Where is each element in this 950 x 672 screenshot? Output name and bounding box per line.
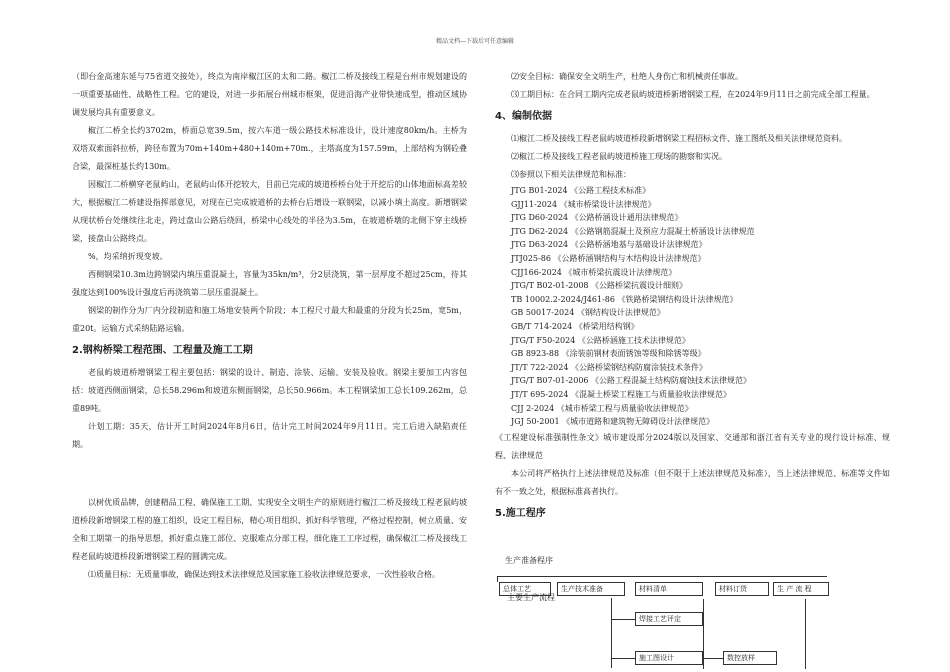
- standard-item: GB 8923-88 《涂装前钢材表面锈蚀等级和除锈等级》: [511, 349, 706, 359]
- flow-box: 总体工艺: [499, 582, 551, 596]
- flow-line: [497, 576, 498, 582]
- paragraph: ⑵安全目标：确保安全文明生产，杜绝人身伤亡和机械责任事故。: [511, 72, 743, 81]
- standard-item: JTG D60-2024 《公路桥涵设计通用法律规范》: [511, 213, 683, 223]
- paragraph: 西侧钢梁10.3m边跨钢梁内填压重混凝土，容量为35kn/m³，分2层浇筑，第一层厚度不超过25cm，待其强度达到100%设计强度后再浇筑第二层压重混凝土。: [72, 270, 467, 297]
- left-column: [72, 68, 467, 584]
- standard-item: JTG D62-2024 《公路钢筋混凝土及预应力混凝土桥涵设计法律规范: [511, 226, 755, 236]
- standard-item: JTJ025-86 《公路桥涵钢结构与木结构设计法律规范》: [511, 253, 706, 263]
- production-flowchart: [497, 555, 857, 672]
- standard-item: JT/T 722-2024 《公路桥梁钢结构防腐涂装技术条件》: [511, 362, 707, 372]
- paragraph: %，均采纳折现变坡。: [88, 252, 168, 261]
- standard-item: JT/T 695-2024 《混凝土桥梁工程施工与质量验收法律规范》: [511, 389, 731, 399]
- flow-box: 焊接工艺评定: [635, 612, 703, 626]
- flow-line: [611, 619, 635, 620]
- standard-item: JTG/T B07-01-2006 《公路工程混凝土结构防腐蚀技术法律规范》: [511, 376, 752, 386]
- standard-item: JTG D63-2024 《公路桥涵地基与基础设计法律规范》: [511, 240, 707, 250]
- paragraph: ⑴质量目标：无质量事故，确保达到技术法律规范及国家施工验收法律规范要求，一次性验收合格。: [88, 570, 440, 579]
- flow-title: 生产准备程序: [505, 556, 553, 565]
- flow-box: 材料清单: [635, 582, 703, 596]
- page-header: 精品文档---下载后可任意编辑: [435, 38, 515, 45]
- standard-item: CJJ166-2024 《城市桥梁抗震设计法律规范》: [511, 267, 677, 277]
- standard-item: TB 10002.2-2024/J461-86 《铁路桥梁钢结构设计法律规范》: [511, 294, 738, 304]
- paragraph: ⑶参照以下相关法律规范和标准：: [511, 170, 631, 179]
- flow-line: [497, 576, 827, 577]
- paragraph: ⑴椒江二桥及接线工程老鼠屿坡道桥段新增钢梁工程招标文件、施工图纸及相关法律规范资料。: [511, 134, 847, 143]
- paragraph: （即台金高速东延与75省道交接处），终点为南岸椒江区的太和二路。椒江二桥及接线工程是台州市规划建设的一项重要基础性、战略性工程。它的建设，对进一步拓展台州城市框架，促进沿海产业带快速成型，推动区域协调发展均具有重要意义。: [72, 72, 467, 117]
- flow-box: 生 产 流 程: [773, 582, 829, 596]
- flow-line: [805, 599, 806, 669]
- flow-sub-label: 主要生产流程: [507, 593, 555, 602]
- flow-line: [703, 658, 723, 659]
- standard-item: JGJ 50-2001 《城市道路和建筑物无障碍设计法律规范》: [511, 417, 715, 427]
- paragraph: 本公司将严格执行上述法律规范及标准（但不限于上述法律规范及标准），当上述法律规范、标准等文件如有不一致之处，根据标准高者执行。: [495, 468, 890, 496]
- right-column: [495, 68, 890, 527]
- section-heading: 5.施工程序: [495, 507, 546, 519]
- flow-box: 材料订货: [715, 582, 769, 596]
- section-heading: 2.钢构桥梁工程范围、工程量及施工工期: [72, 345, 253, 356]
- standard-item: CJJ 2-2024 《城市桥梁工程与质量验收法律规范》: [511, 403, 693, 413]
- standard-item: JTG B01-2024 《公路工程技术标准》: [511, 186, 651, 195]
- standard-item: JTG/T B02-01-2008 《公路桥梁抗震设计细则》: [511, 281, 688, 291]
- flow-line: [611, 658, 635, 659]
- paragraph: 计划工期：35天，估计开工时间2024年8月6日，估计完工时间2024年9月11日。完工后进入缺陷责任期。: [72, 422, 467, 449]
- paragraph: ⑶工期目标：在合同工期内完成老鼠屿坡道桥新增钢梁工程，在2024年9月11日之前完成全部工程量。: [511, 90, 875, 99]
- paragraph: 椒江二桥全长约3702m，桥面总宽39.5m，按六车道一级公路技术标准设计，设计速度80km/h。主桥为双塔双索面斜拉桥，跨径布置为70m+140m+480+140m+70m.，主塔高度为157.59m，上部结构为钢砼叠合梁，最深桩基长约130m。: [72, 126, 467, 171]
- paragraph: 老鼠屿坡道桥增钢梁工程主要包括：钢梁的设计、制造、涂装、运输、安装及验收。钢梁主要加工内容包括：坡道西侧面钢梁，总长58.296m和坡道东侧面钢梁，总长50.966m。本工程钢梁加工总长109.262m，总重89吨。: [72, 368, 467, 413]
- standard-item: GJJ11-2024 《城市桥梁设计法律规范》: [511, 199, 656, 209]
- flow-box: 施工图设计: [635, 651, 703, 665]
- paragraph: ⑵椒江二桥及接线工程老鼠屿坡道桥施工现场的勘察和实况。: [511, 152, 727, 161]
- paragraph: 因椒江二桥横穿老鼠屿山，老鼠屿山体开挖较大，目前已完成的坡道桥桥台处于开挖后的山体地面标高差较大，根据椒江二桥建设指挥部意见，对现在已完成坡道桥的去桥台后增设一联钢梁，以减小填土高度。新增钢梁从现状桥台处继续往北走，跨过盘山公路后绕回，桥梁中心线处的半径为3.5m，在坡道桥墩的北侧下穿主线桥梁，接盘山公路终点。: [72, 180, 467, 243]
- standard-item: GB/T 714-2024 《桥梁用结构钢》: [511, 321, 639, 331]
- standards-list: [495, 184, 890, 429]
- paragraph: 以树优质品牌，创建精品工程、确保施工工期、实现安全文明生产的原则进行椒江二桥及接线工程老鼠屿坡道桥段新增钢梁工程的施工组织，设定工程目标，精心项目组织、抓好科学管理，严格过程控制，树立质量、安全和工期第一的指导思想，抓好重点施工部位、克服难点分部工程，细化施工工序过程，确保椒江二桥及接线工程老鼠屿坡道桥段新增钢梁工程的圆满完成。: [72, 498, 467, 561]
- flow-box: 数控放样: [723, 651, 777, 665]
- standard-item: GB 50017-2024 《钢结构设计法律规范》: [511, 308, 665, 318]
- flow-box: 生产技术准备: [557, 582, 625, 596]
- standard-item: JTG/T F50-2024 《公路桥涵施工技术法律规范》: [511, 335, 690, 345]
- section-heading: 4、编制依据: [495, 111, 552, 122]
- paragraph: 钢梁的制作分为厂内分段制造和施工场地安装两个阶段；本工程尺寸最大和最重的分段为长25m，宽5m，重20t。运输方式采纳陆路运输。: [72, 306, 467, 333]
- paragraph: 《工程建设标准强制性条文》城市建设部分2024版以及国家、交通部和浙江省有关专业的现行设计标准、规程、法律规范: [495, 432, 890, 460]
